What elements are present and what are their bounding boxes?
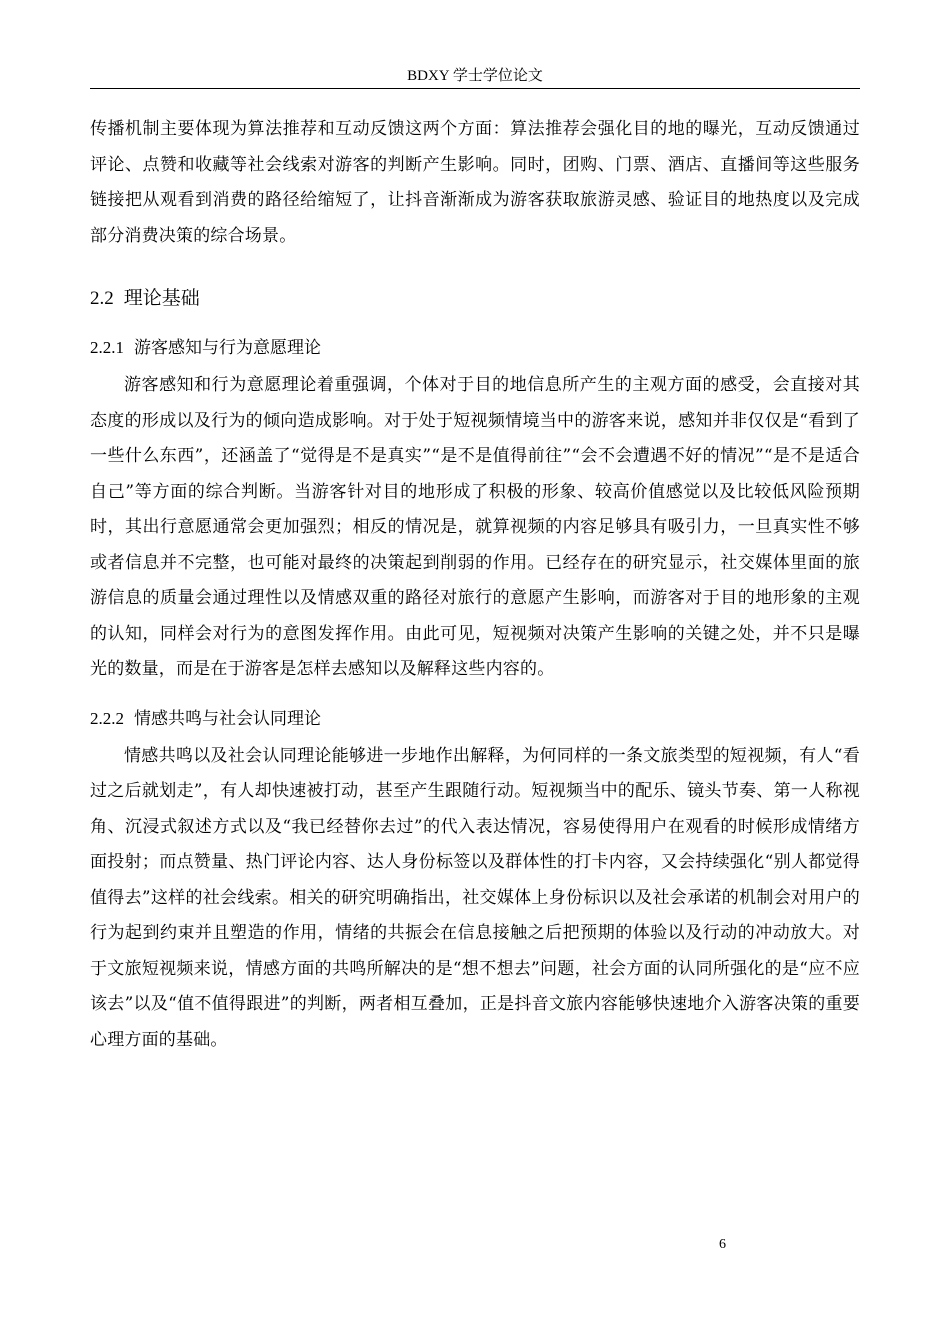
section-heading — [90, 284, 860, 313]
subsection-title: 情感共鸣与社会认同理论 — [134, 708, 321, 729]
section-number: 2.2 — [90, 288, 114, 309]
body-paragraph: 情感共鸣以及社会认同理论能够进一步地作出解释，为何同样的一条文旅类型的短视频，有人“看过之后就划走”，有人却快速被打动，甚至产生跟随行动。短视频当中的配乐、镜头节奏、第一人称视角、沉浸式叙述方式以及“我已经替你去过”的代入表达情况，容易使得用户在观看的时候形成情绪方面投射；而点赞量、热门评论内容、达人身份标签以及群体性的打卡内容，又会持续强化“别人都觉得值得去”这样的社会线索。相关的研究明确指出，社交媒体上身份标识以及社会承诺的机制会对用户的行为起到约束并且塑造的作用，情绪的共振会在信息接触之后把预期的体验以及行动的冲动放大。对于文旅短视频来说，情感方面的共鸣所解决的是“想不想去”问题，社会方面的认同所强化的是“应不应该去”以及“值不值得跟进”的判断，两者相互叠加，正是抖音文旅内容能够快速地介入游客决策的重要心理方面的基础。 — [90, 745, 860, 1050]
running-header: BDXY 学士学位论文 — [407, 68, 543, 84]
subsection-heading — [90, 335, 860, 361]
body-paragraph: 游客感知和行为意愿理论着重强调，个体对于目的地信息所产生的主观方面的感受，会直接对其态度的形成以及行为的倾向造成影响。对于处于短视频情境当中的游客来说，感知并非仅仅是“看到了一些什么东西”，还涵盖了“觉得是不是真实”“是不是值得前往”“会不会遭遇不好的情况”“是不是适合自己”等方面的综合判断。当游客针对目的地形成了积极的形象、较高价值感觉以及比较低风险预期时，其出行意愿通常会更加强烈；相反的情况是，就算视频的内容足够具有吸引力，一旦真实性不够或者信息并不完整，也可能对最终的决策起到削弱的作用。已经存在的研究显示，社交媒体里面的旅游信息的质量会通过理性以及情感双重的路径对旅行的意愿产生影响，而游客对于目的地形象的主观的认知，同样会对行为的意图发挥作用。由此可见，短视频对决策产生影响的关键之处，并不只是曝光的数量，而是在于游客是怎样去感知以及解释这些内容的。 — [90, 375, 860, 679]
section-title: 理论基础 — [123, 287, 200, 309]
page-number: 6 — [719, 1237, 726, 1252]
intro-paragraph: 传播机制主要体现为算法推荐和互动反馈这两个方面：算法推荐会强化目的地的曝光，互动反馈通过评论、点赞和收藏等社会线索对游客的判断产生影响。同时，团购、门票、酒店、直播间等这些服务链接把从观看到消费的路径给缩短了，让抖音渐渐成为游客获取旅游灵感、验证目的地热度以及完成部分消费决策的综合场景。 — [90, 119, 860, 246]
page-content — [90, 112, 860, 1058]
header-rule — [90, 88, 860, 89]
subsection-number: 2.2.2 — [90, 708, 124, 728]
subsection-number: 2.2.1 — [90, 338, 124, 357]
subsection-heading — [90, 706, 860, 732]
subsection-title: 游客感知与行为意愿理论 — [134, 338, 321, 358]
